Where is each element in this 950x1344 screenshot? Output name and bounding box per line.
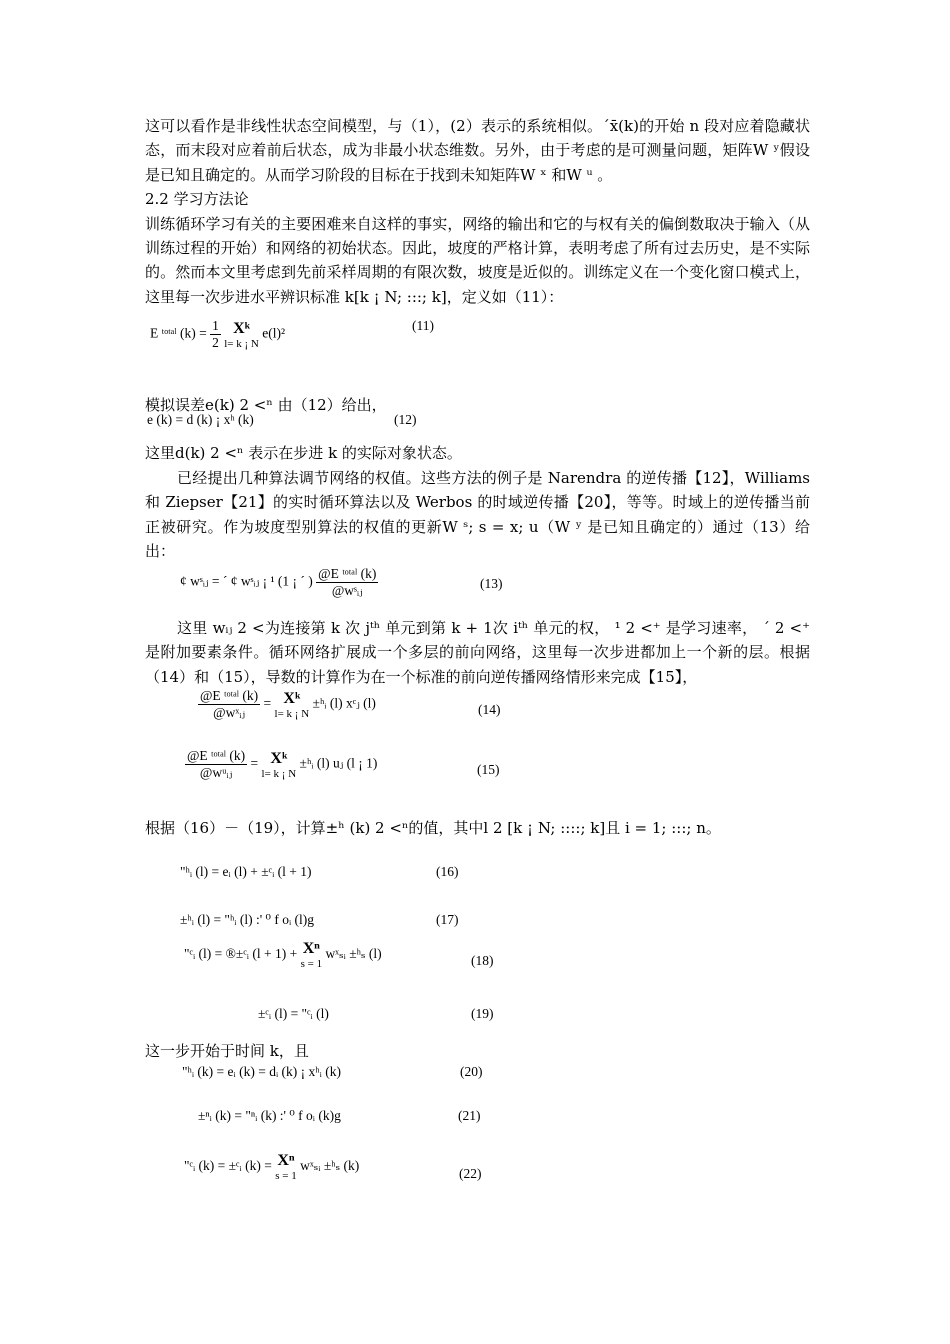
paragraph-8: 这一步开始于时间 k，且 [145,1042,309,1060]
equation-number: (13) [480,576,503,591]
equation-number: (17) [436,912,459,927]
equation-18: "ᶜᵢ (l) = ®±ᶜᵢ (l + 1) + Xⁿ s = 1 wˣₛᵢ ±ʰₛ (l) (18) [184,940,494,970]
equation-20: "ʰᵢ (k) = eᵢ (k) = dᵢ (k) ¡ xʰᵢ (k) (20) [182,1064,483,1079]
equation-17: ±ʰᵢ (l) = "ʰᵢ (l) :' ⁰ f oᵢ (l)g (17) [180,912,459,927]
equation-number: (16) [436,864,459,879]
equation-number: (19) [471,1006,494,1021]
equation-number: (18) [471,953,494,968]
section-heading: 2.2 学习方法论 [145,190,249,209]
equation-number: (20) [460,1064,483,1079]
paragraph-5: 已经提出几种算法调节网络的权值。这些方法的例子是 Narendra 的逆传播【12】，Williams 和 Ziepser【21】的实时循环算法以及 Werbos 的时域逆传播【20】，等等。时域上的逆传播当前正被研究。作为坡度型别算法的权值的更新W ˢ; s = x; u（W ʸ 是已知且确定的）通过（13）给出： [145,469,810,561]
paragraph-3: 模拟误差e(k) 2 <ⁿ 由（12）给出， [145,396,387,414]
equation-number: (15) [477,762,500,777]
equation-15: $\frac{\text{@E ᵗᵒᵗᵃˡ (k)}}{\text{@wᵘᵢⱼ}}$ = Xᵏ l= k ¡ N ±ʰᵢ (l) uⱼ (l ¡ 1) (15) [187,748,500,780]
equation-22: "ᶜᵢ (k) = ±ᶜᵢ (k) = Xⁿ s = 1 wˣₛᵢ ±ʰₛ (k) (22) [184,1152,482,1182]
paragraph-4: 这里d(k) 2 <ⁿ 表示在步进 k 的实际对象状态。 [145,444,462,462]
equation-number: (22) [459,1166,482,1181]
equation-12: e (k) = d (k) ¡ xʰ (k) (12) [147,412,417,427]
paragraph-2: 训练循环学习有关的主要困难来自这样的事实，网络的输出和它的与权有关的偏倒数取决于输入（从训练过程的开始）和网络的初始状态。因此，坡度的严格计算，表明考虑了所有过去历史，是不实际的。然而本文里考虑到先前采样周期的有限次数，坡度是近似的。训练定义在一个变化窗口模式上，这里每一次步进水平辨识标准 k[k ¡ N; :::; k]，定义如（11）： [145,214,810,306]
equation-21: ±ⁿᵢ (k) = "ⁿᵢ (k) :' ⁰ f oᵢ (k)g (21) [198,1108,481,1123]
document-body [145,114,810,309]
equation-13: ¢ wˢᵢⱼ = ´ ¢ wˢᵢⱼ ¡ ¹ (1 ¡ ´ ) $\frac{\text{@E ᵗᵒᵗᵃˡ (k)}}{\text{@wˢᵢⱼ}}$ (13) [180,566,503,598]
equation-number: (14) [478,702,501,717]
paragraph-6: 这里 wᵢⱼ 2 <为连接第 k 次 jᵗʰ 单元到第 k + 1次 iᵗʰ 单元的权， ¹ 2 <⁺ 是学习速率， ´ 2 <⁺是附加要素条件。循环网络扩展成一个多层的前向网络，这里每一次步进都加上一个新的层。根据（14）和（15），导数的计算作为在一个标准的前向逆传播网络情形来完成【15】， [145,619,810,686]
equation-number: (11) [412,318,434,333]
paragraph-1: 这可以看作是非线性状态空间模型，与（1），(2）表示的系统相似。´x̄(k)的开始 n 段对应着隐藏状态，而末段对应着前后状态，成为非最小状态维数。另外，由于考虑的是可测量问题，矩阵W ʸ假设是已知且确定的。从而学习阶段的目标在于找到未知矩阵W ˣ 和W ᵘ 。 [145,117,810,184]
equation-number: (12) [394,412,417,427]
equation-11: E ᵗᵒᵗᵃˡ (k) = $\frac{1}{2}$ Xᵏ l= k ¡ N e(l)² (11) [150,318,434,350]
equation-16: "ʰᵢ (l) = eᵢ (l) + ±ᶜᵢ (l + 1) (16) [180,864,459,879]
equation-19: ±ᶜᵢ (l) = "ᶜᵢ (l) (19) [258,1006,494,1021]
equation-number: (21) [458,1108,481,1123]
equation-14: $\frac{\text{@E ᵗᵒᵗᵃˡ (k)}}{\text{@wˣᵢⱼ}}$ = Xᵏ l= k ¡ N ±ʰᵢ (l) xᶜⱼ (l) (14) [200,688,501,720]
paragraph-7: 根据（16）－（19），计算±ʰ (k) 2 <ⁿ的值，其中l 2 [k ¡ N; ::::; k]且 i = 1; :::; n。 [145,819,721,837]
